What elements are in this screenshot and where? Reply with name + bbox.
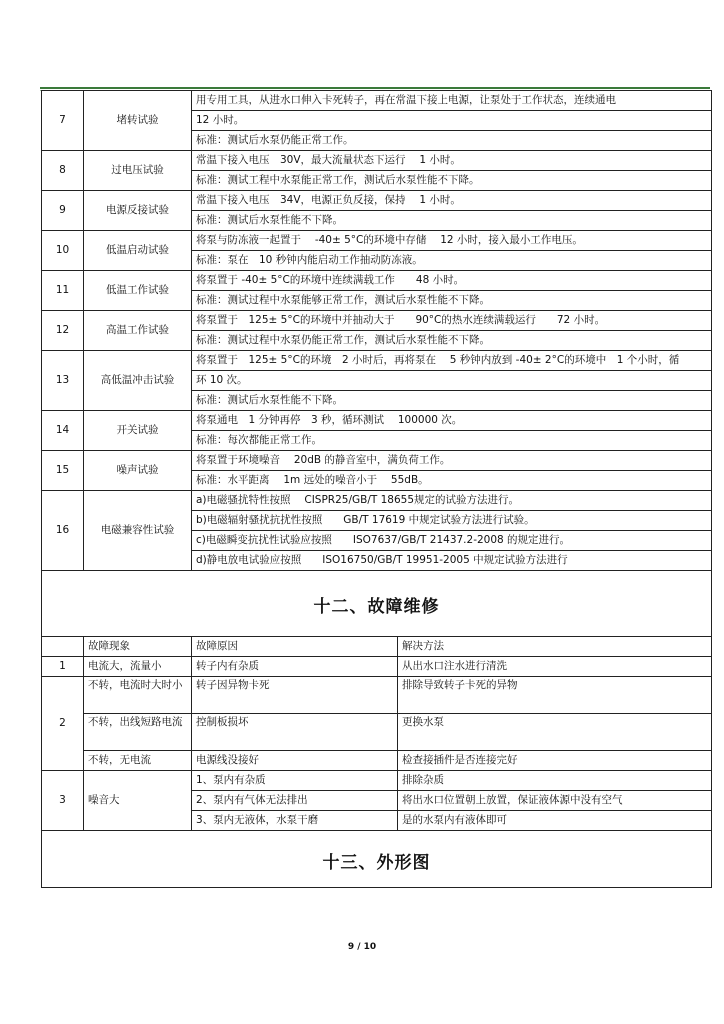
table-row <box>42 677 712 714</box>
test-description-line: 环 10 次。 <box>192 371 712 391</box>
test-description-line: 标准：测试后水泵仍能正常工作。 <box>192 131 712 151</box>
header-cause: 故障原因 <box>192 637 398 657</box>
repair-fix: 排除导致转子卡死的异物 <box>398 677 712 714</box>
test-description-line: 将泵置于 125± 5°C的环境中并抽动大于 90°C的热水连续满载运行 72 小时。 <box>192 311 712 331</box>
test-description-line: 标准：测试过程中水泵能够正常工作，测试后水泵性能不下降。 <box>192 291 712 311</box>
test-description-line: 用专用工具，从进水口伸入卡死转子，再在常温下接上电源，让泵处于工作状态，连续通电 <box>192 91 712 111</box>
test-description-line: 标准：测试后水泵性能不下降。 <box>192 211 712 231</box>
test-number: 12 <box>42 311 84 351</box>
test-name: 电磁兼容性试验 <box>84 491 192 571</box>
repair-cause: 1、泵内有杂质 <box>192 771 398 791</box>
table-row <box>42 451 712 471</box>
repair-fix: 是的水泵内有液体即可 <box>398 811 712 831</box>
repair-cause: 3、泵内无液体，水泵干磨 <box>192 811 398 831</box>
table-row <box>42 91 712 111</box>
table-row <box>42 311 712 331</box>
repair-no: 1 <box>42 657 84 677</box>
repair-cause: 转子内有杂质 <box>192 657 398 677</box>
repair-symptom: 不转，电流时大时小 <box>84 677 192 714</box>
test-description-line: 将泵与防冻液一起置于 -40± 5°C的环境中存储 12 小时，接入最小工作电压。 <box>192 231 712 251</box>
test-table <box>41 90 712 571</box>
test-name: 低温启动试验 <box>84 231 192 271</box>
table-row <box>42 657 712 677</box>
table-row <box>42 751 712 771</box>
table-row <box>42 771 712 791</box>
test-description-line: 常温下接入电压 34V，电源正负反接，保持 1 小时。 <box>192 191 712 211</box>
test-description-line: b)电磁辐射骚扰抗扰性按照 GB/T 17619 中规定试验方法进行试验。 <box>192 511 712 531</box>
test-description-line: 标准：泵在 10 秒钟内能启动工作抽动防冻液。 <box>192 251 712 271</box>
repair-cause: 控制板损坏 <box>192 714 398 751</box>
test-number: 13 <box>42 351 84 411</box>
table-row <box>42 151 712 171</box>
test-name: 高低温冲击试验 <box>84 351 192 411</box>
repair-cause: 2、泵内有气体无法排出 <box>192 791 398 811</box>
test-description-line: 常温下接入电压 30V，最大流量状态下运行 1 小时。 <box>192 151 712 171</box>
repair-no: 2 <box>42 677 84 771</box>
repair-no: 3 <box>42 771 84 831</box>
test-number: 7 <box>42 91 84 151</box>
repair-fix: 将出水口位置朝上放置，保证液体源中没有空气 <box>398 791 712 811</box>
repair-symptom: 不转，出线短路电流 <box>84 714 192 751</box>
test-description-line: 标准：测试工程中水泵能正常工作，测试后水泵性能不下降。 <box>192 171 712 191</box>
test-description-line: 12 小时。 <box>192 111 712 131</box>
test-description-line: 将泵置于环境噪音 20dB 的静音室中，满负荷工作。 <box>192 451 712 471</box>
test-description-line: d)静电放电试验应按照 ISO16750/GB/T 19951-2005 中规定试验方法进行 <box>192 551 712 571</box>
test-description-line: 将泵置于 125± 5°C的环境 2 小时后，再将泵在 5 秒钟内放到 -40± 2°C的环境中 1 个小时，循 <box>192 351 712 371</box>
test-description-line: 标准：水平距离 1m 远处的噪音小于 55dB。 <box>192 471 712 491</box>
page-number: 9 / 10 <box>347 942 377 952</box>
repair-table <box>41 570 712 888</box>
test-name: 噪声试验 <box>84 451 192 491</box>
table-row <box>42 714 712 751</box>
test-name: 过电压试验 <box>84 151 192 191</box>
section-title-repair: 十二、故障维修 <box>42 571 712 637</box>
repair-fix: 更换水泵 <box>398 714 712 751</box>
repair-cause: 转子因异物卡死 <box>192 677 398 714</box>
test-number: 14 <box>42 411 84 451</box>
test-name: 开关试验 <box>84 411 192 451</box>
test-number: 15 <box>42 451 84 491</box>
test-number: 10 <box>42 231 84 271</box>
repair-symptom: 不转，无电流 <box>84 751 192 771</box>
test-name: 堵转试验 <box>84 91 192 151</box>
header-no <box>42 637 84 657</box>
test-number: 11 <box>42 271 84 311</box>
table-row <box>42 191 712 211</box>
table-row <box>42 411 712 431</box>
repair-symptom: 噪音大 <box>84 771 192 831</box>
test-number: 16 <box>42 491 84 571</box>
test-number: 8 <box>42 151 84 191</box>
repair-fix: 从出水口注水进行清洗 <box>398 657 712 677</box>
repair-header-row <box>42 637 712 657</box>
test-number: 9 <box>42 191 84 231</box>
repair-cause: 电源线没接好 <box>192 751 398 771</box>
test-name: 电源反接试验 <box>84 191 192 231</box>
test-description-line: 将泵通电 1 分钟再停 3 秒，循环测试 100000 次。 <box>192 411 712 431</box>
table-row <box>42 231 712 251</box>
table-row <box>42 351 712 371</box>
table-row <box>42 491 712 511</box>
header-rule <box>40 87 710 89</box>
test-description-line: 标准：测试后水泵性能不下降。 <box>192 391 712 411</box>
test-name: 低温工作试验 <box>84 271 192 311</box>
test-description-line: 标准：每次都能正常工作。 <box>192 431 712 451</box>
test-description-line: 将泵置于 -40± 5°C的环境中连续满载工作 48 小时。 <box>192 271 712 291</box>
repair-symptom: 电流大，流量小 <box>84 657 192 677</box>
test-description-line: c)电磁瞬变抗扰性试验应按照 ISO7637/GB/T 21437.2-2008 的规定进行。 <box>192 531 712 551</box>
repair-fix: 检查接插件是否连接完好 <box>398 751 712 771</box>
test-description-line: a)电磁骚扰特性按照 CISPR25/GB/T 18655规定的试验方法进行。 <box>192 491 712 511</box>
header-fix: 解决方法 <box>398 637 712 657</box>
header-symptom: 故障现象 <box>84 637 192 657</box>
section-title-outline: 十三、外形图 <box>42 831 712 888</box>
test-description-line: 标准：测试过程中水泵仍能正常工作，测试后水泵性能不下降。 <box>192 331 712 351</box>
test-name: 高温工作试验 <box>84 311 192 351</box>
table-row <box>42 271 712 291</box>
repair-fix: 排除杂质 <box>398 771 712 791</box>
